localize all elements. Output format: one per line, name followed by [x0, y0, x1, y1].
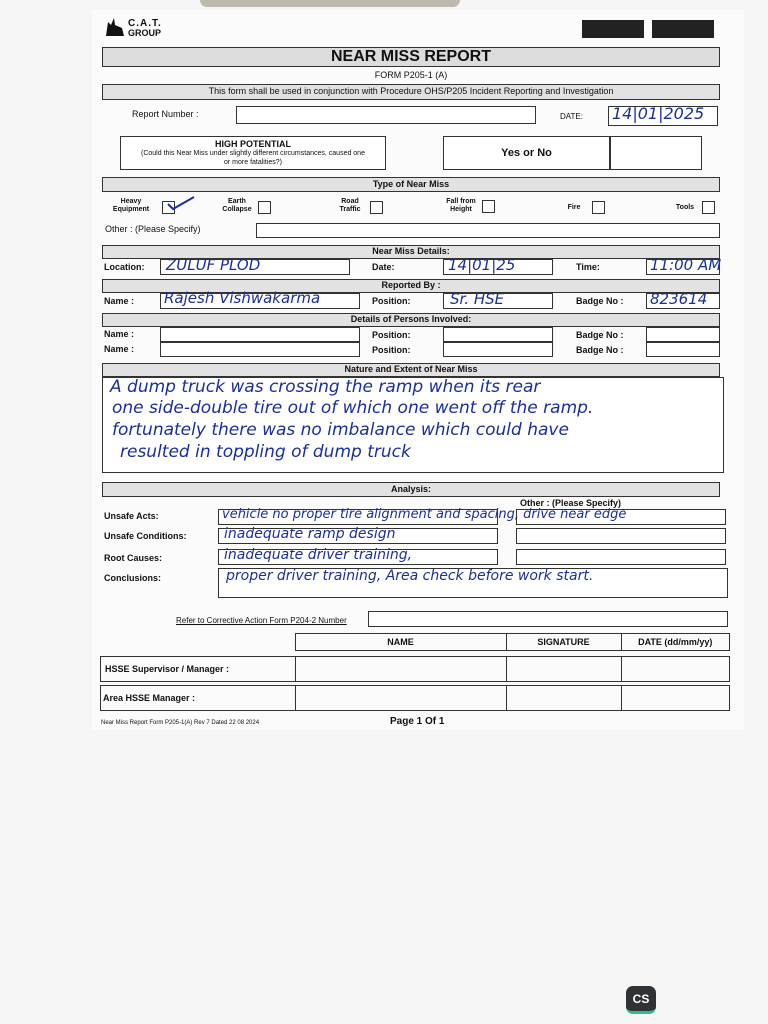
reporter-badge-label: Badge No :	[576, 296, 624, 306]
location-value: ZULUF PLOD	[166, 256, 261, 274]
other-type-field[interactable]	[256, 223, 720, 238]
high-potential-box	[120, 136, 386, 170]
hsse-supervisor-label: HSSE Supervisor / Manager :	[101, 657, 296, 682]
high-potential-question: (Could this Near Miss under slightly different circumstances, caused one or more fatalities?)	[141, 150, 365, 166]
details-date-value: 14|01|25	[448, 256, 516, 274]
certification-badge-2	[652, 20, 714, 38]
high-potential-title: HIGH POTENTIAL	[215, 139, 291, 149]
person1-name-field[interactable]	[160, 327, 360, 342]
type-label-road-traffic: Road Traffic	[339, 198, 361, 213]
persons-heading: Details of Persons Involved:	[350, 314, 472, 324]
analysis-other-label: Other : (Please Specify)	[520, 498, 622, 508]
unsafe-acts-label: Unsafe Acts:	[104, 511, 159, 521]
instruction-bar	[102, 84, 720, 100]
person2-name-field[interactable]	[160, 342, 360, 357]
root-causes-label: Root Causes:	[104, 553, 163, 563]
person1-badge-label: Badge No :	[576, 330, 624, 340]
col-signature-header: SIGNATURE	[506, 634, 621, 651]
analysis-heading-bar	[102, 482, 720, 497]
person2-position-field[interactable]	[443, 342, 553, 357]
persons-heading-bar	[102, 313, 720, 327]
checkbox-road-traffic[interactable]	[370, 201, 383, 214]
camscanner-logo	[626, 986, 656, 1014]
analysis-heading: Analysis:	[390, 484, 432, 494]
area-hsse-manager-date-cell[interactable]	[621, 686, 730, 711]
date-value: 14|01|2025	[612, 104, 705, 123]
certification-badge-1	[582, 20, 644, 38]
page-title: NEAR MISS REPORT	[330, 48, 491, 65]
details-heading: Near Miss Details:	[372, 246, 450, 256]
root-causes-other-field[interactable]	[516, 549, 726, 565]
type-heading: Type of Near Miss	[372, 179, 450, 189]
reported-by-heading: Reported By :	[381, 280, 441, 290]
person2-position-label: Position:	[372, 345, 411, 355]
reporter-position-value: Sr. HSE	[450, 290, 505, 308]
col-name-header: NAME	[295, 634, 506, 651]
type-label-fall-from-height: Fall from Height	[446, 198, 476, 213]
area-hsse-manager-signature-cell[interactable]	[506, 686, 621, 711]
type-heading-bar	[102, 177, 720, 192]
type-label-heavy-equipment: Heavy Equipment	[112, 198, 150, 213]
page-number: Page 1 Of 1	[390, 716, 445, 727]
corrective-action-number-field[interactable]	[368, 611, 728, 627]
checkbox-earth-collapse[interactable]	[258, 201, 271, 214]
person2-name-label: Name :	[104, 344, 135, 354]
person2-badge-field[interactable]	[646, 342, 720, 357]
yes-no-label-box	[443, 136, 610, 170]
reporter-badge-value: 823614	[650, 290, 708, 308]
checkbox-tools[interactable]	[702, 201, 715, 214]
logo-text-1: C.A.T.	[128, 18, 162, 29]
location-label: Location:	[104, 262, 145, 272]
title-bar	[102, 47, 720, 67]
instruction-text: This form shall be used in conjunction with Procedure OHS/P205 Incident Reporting and Investigation	[208, 86, 614, 96]
hsse-supervisor-signature-cell[interactable]	[506, 657, 621, 682]
nature-heading: Nature and Extent of Near Miss	[344, 364, 478, 374]
person1-position-field[interactable]	[443, 327, 553, 342]
time-label: Time:	[576, 262, 600, 272]
type-label-fire: Fire	[567, 204, 581, 211]
reporter-name-value: Rajesh Vishwakarma	[164, 289, 321, 307]
unsafe-conditions-value: inadequate ramp design	[224, 526, 396, 542]
person1-badge-field[interactable]	[646, 327, 720, 342]
area-hsse-manager-label: Area HSSE Manager :	[101, 686, 296, 711]
time-value: 11:00 AM	[650, 256, 722, 274]
checkbox-fall-from-height[interactable]	[482, 200, 495, 213]
type-label-tools: Tools	[675, 204, 695, 211]
camscanner-text: CS	[632, 992, 650, 1006]
type-label-earth-collapse: Earth Collapse	[222, 198, 252, 213]
area-hsse-manager-name-cell[interactable]	[295, 686, 506, 711]
conclusions-label: Conclusions:	[104, 573, 162, 583]
report-number-label: Report Number :	[132, 109, 199, 119]
hsse-supervisor-name-cell[interactable]	[295, 657, 506, 682]
reporter-position-label: Position:	[372, 296, 411, 306]
details-date-label: Date:	[372, 262, 395, 272]
root-causes-value: inadequate driver training,	[224, 547, 413, 563]
conclusions-value: proper driver training, Area check before work start.	[226, 568, 594, 584]
report-number-field[interactable]	[236, 106, 536, 124]
nature-line-3: fortunately there was no imbalance which could have	[112, 420, 569, 440]
yes-no-label: Yes or No	[501, 147, 552, 159]
cat-logo	[104, 14, 174, 42]
nature-heading-bar	[102, 363, 720, 377]
col-date-header: DATE (dd/mm/yy)	[621, 634, 730, 651]
signoff-table	[100, 633, 730, 711]
scan-edge-shadow	[200, 0, 460, 7]
person1-position-label: Position:	[372, 330, 411, 340]
logo-text-2: GROUP	[128, 28, 162, 38]
nature-line-2: one side-double tire out of which one went off the ramp.	[112, 398, 594, 418]
checkbox-fire[interactable]	[592, 201, 605, 214]
unsafe-acts-value: vehicle no proper tire alignment and spacing, drive near edge	[222, 507, 627, 522]
person2-badge-label: Badge No :	[576, 345, 624, 355]
nature-line-1: A dump truck was crossing the ramp when its rear	[110, 377, 541, 397]
nature-line-4: resulted in toppling of dump truck	[120, 442, 411, 462]
unsafe-conditions-other-field[interactable]	[516, 528, 726, 544]
unsafe-conditions-label: Unsafe Conditions:	[104, 531, 187, 541]
hsse-supervisor-date-cell[interactable]	[621, 657, 730, 682]
form-code: FORM P205-1 (A)	[374, 70, 448, 80]
date-label: DATE:	[560, 112, 583, 121]
cat-icon	[104, 16, 126, 38]
reporter-name-label: Name :	[104, 296, 135, 306]
footer-form-ref: Near Miss Report Form P205-1(A) Rev 7 Dated 22 08 2024	[101, 720, 260, 726]
other-type-label: Other : (Please Specify)	[105, 224, 201, 234]
yes-no-field[interactable]	[610, 136, 702, 170]
person1-name-label: Name :	[104, 329, 135, 339]
checkmark-icon	[166, 194, 196, 212]
refer-text: Refer to Corrective Action Form P204-2 Number	[176, 616, 347, 625]
